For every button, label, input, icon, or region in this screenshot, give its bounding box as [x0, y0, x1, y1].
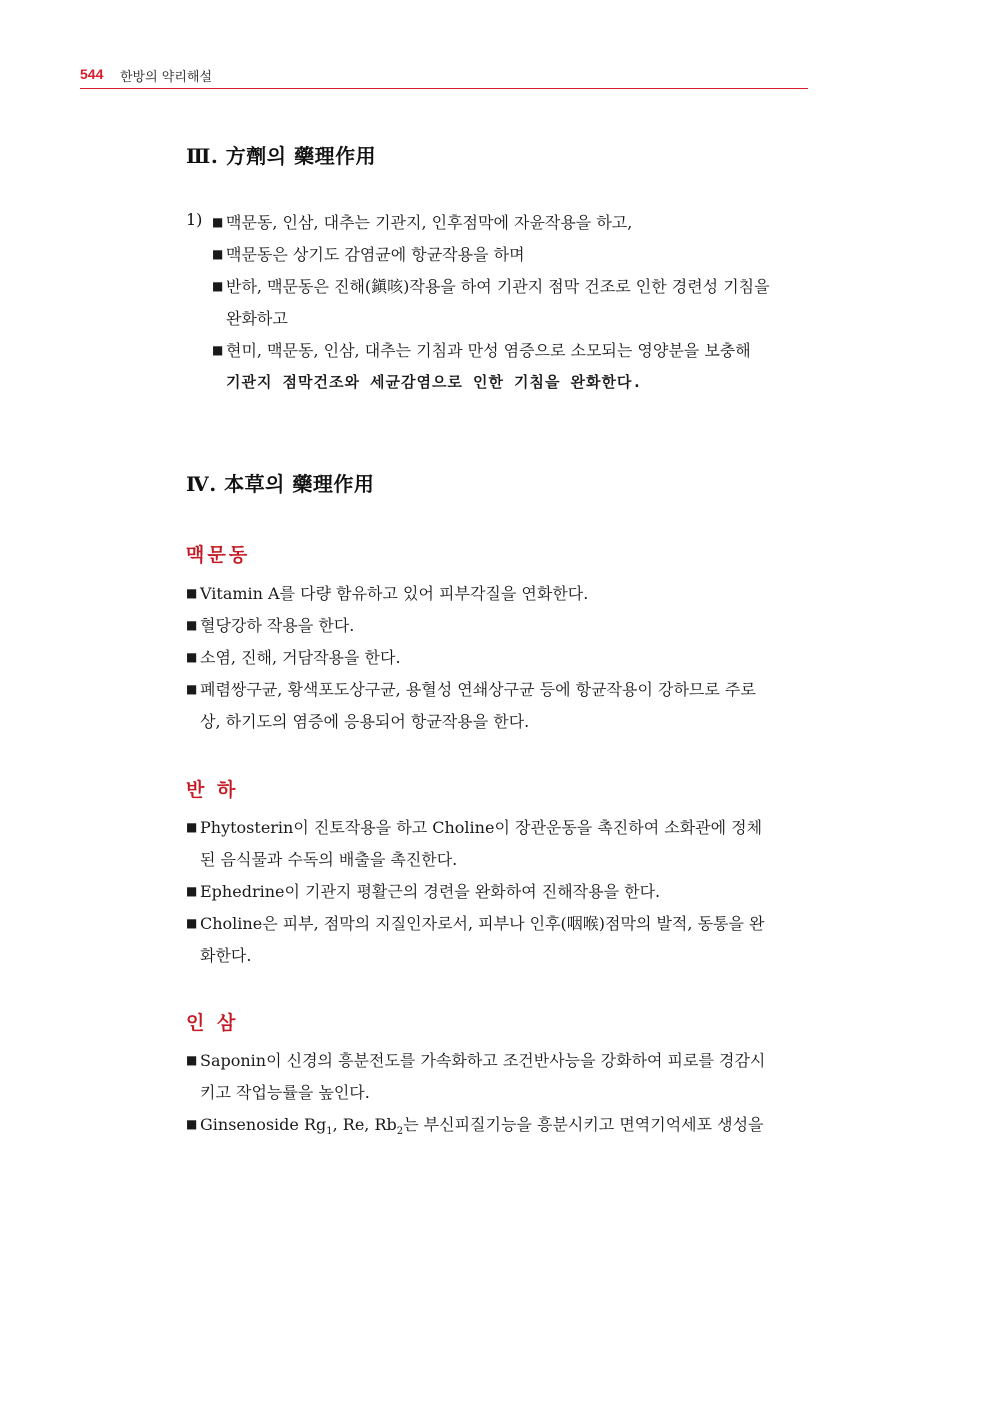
list-item: ■ Choline은 피부, 점막의 지질인자로서, 피부나 인후(咽喉)점막의 발적, 동통을 완	[186, 914, 765, 933]
bullet-icon: ■	[186, 916, 198, 930]
list-item: ■ Vitamin A를 다량 함유하고 있어 피부각질을 연화한다.	[186, 584, 589, 603]
list-item: ■ 소염, 진해, 거담작용을 한다.	[186, 648, 401, 667]
list-item-continuation: 완화하고	[226, 309, 288, 328]
list-item-continuation: 키고 작업능률을 높인다.	[200, 1083, 370, 1102]
page-number: 544	[80, 66, 104, 82]
list-item: ■ 맥문동은 상기도 감염균에 항균작용을 하며	[212, 245, 525, 264]
list-item-continuation: 된 음식물과 수독의 배출을 촉진한다.	[200, 850, 458, 869]
herb-heading: 인 삼	[186, 1012, 239, 1034]
list-number: 1)	[186, 210, 203, 229]
bullet-icon: ■	[186, 650, 198, 664]
bullet-icon: ■	[186, 820, 198, 834]
list-item: ■ 현미, 맥문동, 인삼, 대추는 기침과 만성 염증으로 소모되는 영양분을 보충해	[212, 341, 751, 360]
bullet-icon: ■	[212, 215, 224, 229]
list-item-continuation: 화한다.	[200, 946, 252, 965]
list-item: ■ Saponin이 신경의 흥분전도를 가속화하고 조건반사능을 강화하여 피로를 경감시	[186, 1051, 766, 1070]
list-item: ■ Ginsenoside $Rg_1$, Re, $Rb_2$는 부신피질기능을 흥분시키고 면역기억세포 생성을	[186, 1115, 764, 1138]
bullet-icon: ■	[212, 247, 224, 261]
bullet-icon: ■	[186, 1053, 198, 1067]
list-item: ■ 폐렴쌍구균, 황색포도상구균, 용혈성 연쇄상구균 등에 항균작용이 강하므로 주로	[186, 680, 756, 699]
bullet-icon: ■	[212, 279, 224, 293]
list-item-continuation: 상, 하기도의 염증에 응용되어 항균작용을 한다.	[200, 712, 530, 731]
section-4-title: Ⅳ. 本草의 藥理作用	[186, 472, 375, 496]
page-header	[80, 66, 808, 89]
bullet-icon: ■	[212, 343, 224, 357]
list-item: ■ 맥문동, 인삼, 대추는 기관지, 인후점막에 자윤작용을 하고,	[212, 213, 633, 232]
list-item: ■ 반하, 맥문동은 진해(鎭咳)작용을 하여 기관지 점막 건조로 인한 경련성 기침을	[212, 277, 770, 296]
book-title: 한방의 약리해설	[120, 70, 213, 85]
bullet-icon: ■	[186, 682, 198, 696]
list-item-continuation: 기관지 점막건조와 세균감염으로 인한 기침을 완화한다.	[226, 373, 643, 391]
list-item: ■ 혈당강하 작용을 한다.	[186, 616, 355, 635]
bullet-icon: ■	[186, 1117, 198, 1131]
bullet-icon: ■	[186, 586, 198, 600]
section-3-title: Ⅲ. 方劑의 藥理作用	[186, 144, 377, 168]
herb-heading: 반 하	[186, 779, 239, 801]
list-item: ■ Ephedrine이 기관지 평활근의 경련을 완화하여 진해작용을 한다.	[186, 882, 661, 901]
list-item: ■ Phytosterin이 진토작용을 하고 Choline이 장관운동을 촉진하여 소화관에 정체	[186, 818, 763, 837]
herb-heading: 맥문동	[186, 544, 251, 566]
bullet-icon: ■	[186, 884, 198, 898]
bullet-icon: ■	[186, 618, 198, 632]
